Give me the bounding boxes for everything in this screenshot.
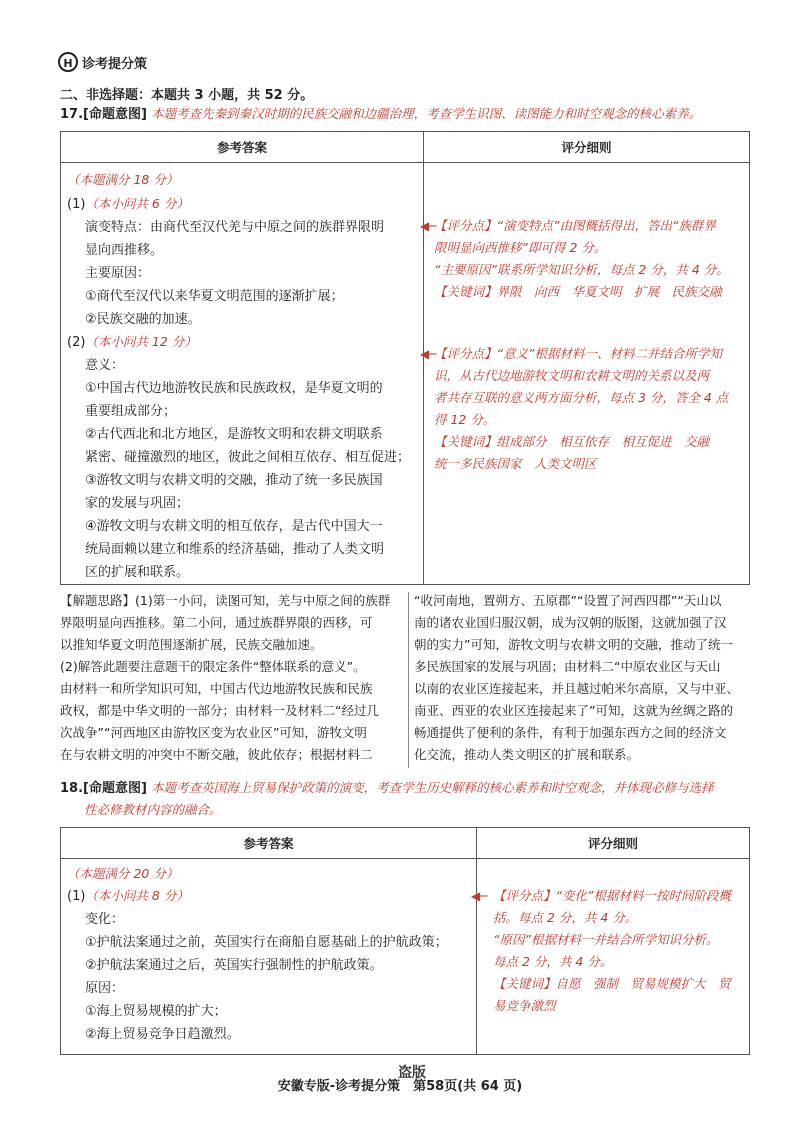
list-item: 以南的农业区连接起来，并且越过帕米尔高原，又与中亚、: [414, 681, 740, 696]
list-item: 统一多民族国家 人类文明区: [434, 456, 597, 471]
list-item: 由材料一和所学知识可知，中国古代边地游牧民族和民族: [60, 681, 373, 696]
list-item: 多民族国家的发展与巩固；由材料二“中原农业区与天山: [414, 659, 721, 674]
list-item: ①护航法案通过之前，英国实行在商船自愿基础上的护航政策；: [85, 935, 448, 950]
list-item: 在与农耕文明的冲突中不断交融，彼此依存；根据材料二: [60, 747, 373, 762]
q18-intent-cont: [84, 800, 222, 821]
list-item: 限明显向西推移”即可得 2 分。: [434, 240, 607, 255]
watermark: 盗版: [398, 1065, 426, 1081]
list-item: 【评分点】“变化”根据材料一按时间阶段概: [493, 888, 731, 903]
list-item: “原因”根据材料一并结合所学知识分析。: [493, 932, 719, 947]
arrow-left-icon: ◀─: [471, 889, 488, 903]
list-item: 次战争”“河西地区由游牧区变为农业区”可知，游牧文明: [60, 725, 367, 740]
list-item: ②古代西北和北方地区，是游牧文明和农耕文明联系: [85, 427, 383, 442]
q18-intent-label: [命题意图]: [83, 781, 147, 796]
q17-analysis-right: [414, 590, 754, 766]
column-divider: [408, 592, 409, 768]
list-item: 易竞争激烈: [493, 998, 556, 1013]
q18-score-cell: [471, 859, 750, 1055]
q17-col-answer: 参考答案: [61, 132, 424, 163]
q18-answer-cell: [61, 859, 477, 1055]
list-item: 意义：: [85, 358, 125, 373]
q18-full-score: （本题满分 20 分）: [67, 866, 179, 881]
q17-p2-label: (2): [67, 335, 86, 350]
q17-intent-label: [命题意图]: [83, 107, 147, 122]
list-item: 政权，都是中华文明的一部分；由材料一及材料二“经过几: [60, 703, 379, 718]
list-item: 化交流，推动人类文明区的扩展和联系。: [414, 747, 640, 762]
list-item: ①中国古代边地游牧民族和民族政权，是华夏文明的: [85, 381, 383, 396]
list-item: 家的发展与巩固；: [85, 496, 190, 511]
q17-full-score: （本题满分 18 分）: [67, 172, 179, 187]
brand-name: 诊考提分策: [82, 57, 148, 72]
q17-p1-label: (1): [67, 197, 86, 212]
list-item: ①商代至汉代以来华夏文明范围的逐渐扩展；: [85, 289, 344, 304]
list-item: 识，从古代边地游牧文明和农耕文明的关系以及两: [434, 368, 710, 383]
list-item: 演变特点：由商代至汉代羌与中原之间的族群界限明: [85, 220, 385, 235]
list-item: 畅通提供了便利的条件，有利于加强东西方之间的经济文: [414, 725, 727, 740]
q18-p1-label: (1): [67, 889, 86, 904]
list-item: 【关键词】界限 向西 华夏文明 扩展 民族交融: [434, 284, 722, 299]
list-item: ④游牧文明与农耕文明的相互依存，是古代中国大一: [85, 519, 383, 534]
page-footer: 安徽专版-诊考提分策 第58页(共 64 页): [277, 1079, 523, 1094]
q18-col-answer: 参考答案: [61, 828, 477, 859]
q17-number: 17.: [60, 107, 84, 122]
q17-answer-table: [60, 131, 750, 585]
q17-intent-text: 本题考查先秦到秦汉时期的民族交融和边疆治理，考查学生识图、读图能力和时空观念的核心素养。: [151, 106, 702, 121]
list-item: 区的扩展和联系。: [85, 565, 190, 580]
list-item: 得 12 分。: [434, 412, 496, 427]
q18-p1-note: （本小问共 8 分）: [85, 888, 189, 903]
q18-number: 18.: [60, 781, 84, 796]
list-item: 朝的实力”可知，游牧文明与农耕文明的交融，推动了统一: [414, 637, 733, 652]
list-item: 南的诸农业国归服汉朝，成为汉朝的版图，这就加强了汉: [414, 615, 727, 630]
q17-p1-note: （本小问共 6 分）: [85, 196, 189, 211]
q17-p2-note: （本小问共 12 分）: [85, 334, 197, 349]
section-title: 二、非选择题：本题共 3 小题，共 52 分。: [60, 88, 314, 103]
list-item: 【关键词】组成部分 相互依存 相互促进 交融: [434, 434, 710, 449]
list-item: (2)解答此题要注意题干的限定条件“整体联系的意义”。: [60, 659, 366, 674]
list-item: 原因：: [85, 981, 125, 996]
list-item: 【关键词】自愿 强制 贸易规模扩大 贸: [493, 976, 731, 991]
list-item: ②护航法案通过之后，英国实行强制性的护航政策。: [85, 958, 383, 973]
q17-analysis-left: [60, 590, 405, 766]
q18-col-score: 评分细则: [477, 828, 750, 859]
list-item: 南亚、西亚的农业区连接起来了”可知，这就为丝绸之路的: [414, 703, 733, 718]
q17-intent: [60, 104, 760, 125]
list-item: 界限明显向西推移。第二小问，通过族群界限的西移，可: [60, 615, 373, 630]
list-item: “收河南地，置朔方、五原郡”“设置了河西四郡”“天山以: [414, 593, 722, 608]
q17-col-score: 评分细则: [424, 132, 750, 163]
list-item: 【解题思路】(1)第一小问，读图可知，羌与中原之间的族群: [60, 593, 391, 608]
list-item: “主要原因”联系所学知识分析，每点 2 分，共 4 分。: [434, 262, 729, 277]
list-item: 每点 2 分，共 4 分。: [493, 954, 613, 969]
list-item: 者共存互联的意义两方面分析，每点 3 分，答全 4 点: [434, 390, 729, 405]
list-item: 统局面赖以建立和维系的经济基础，推动了人类文明: [85, 542, 385, 557]
arrow-left-icon: ◀─: [420, 219, 437, 233]
list-item: 【评分点】“演变特点”由图概括得出，答出“族群界: [434, 218, 716, 233]
q17-answer-cell: [61, 163, 424, 585]
arrow-left-icon: ◀─: [420, 347, 437, 361]
list-item: 【评分点】“意义”根据材料一、材料二并结合所学知: [434, 346, 722, 361]
brand-logo-icon: H: [58, 52, 78, 72]
q17-score-cell: [420, 163, 750, 585]
list-item: 变化：: [85, 912, 125, 927]
list-item: ①海上贸易规模的扩大；: [85, 1004, 227, 1019]
list-item: 紧密、碰撞激烈的地区，彼此之间相互依存、相互促进；: [85, 450, 411, 465]
list-item: ③游牧文明与农耕文明的交融，推动了统一多民族国: [85, 473, 383, 488]
q18-intent: [60, 778, 760, 799]
q18-intent-line2: 性必修教材内容的融合。: [84, 802, 222, 817]
list-item: 显向西推移。: [85, 243, 164, 258]
list-item: 括。每点 2 分，共 4 分。: [493, 910, 638, 925]
q18-answer-table: [60, 827, 750, 1055]
list-item: ②民族交融的加速。: [85, 312, 201, 327]
q18-intent-line1: 本题考查英国海上贸易保护政策的演变，考查学生历史解释的核心素养和时空观念，并体现必修与选择: [151, 780, 714, 795]
list-item: 重要组成部分；: [85, 404, 177, 419]
list-item: 主要原因：: [85, 266, 151, 281]
list-item: 以推知华夏文明范围逐渐扩展，民族交融加速。: [60, 637, 323, 652]
list-item: ②海上贸易竞争日趋激烈。: [85, 1027, 240, 1042]
